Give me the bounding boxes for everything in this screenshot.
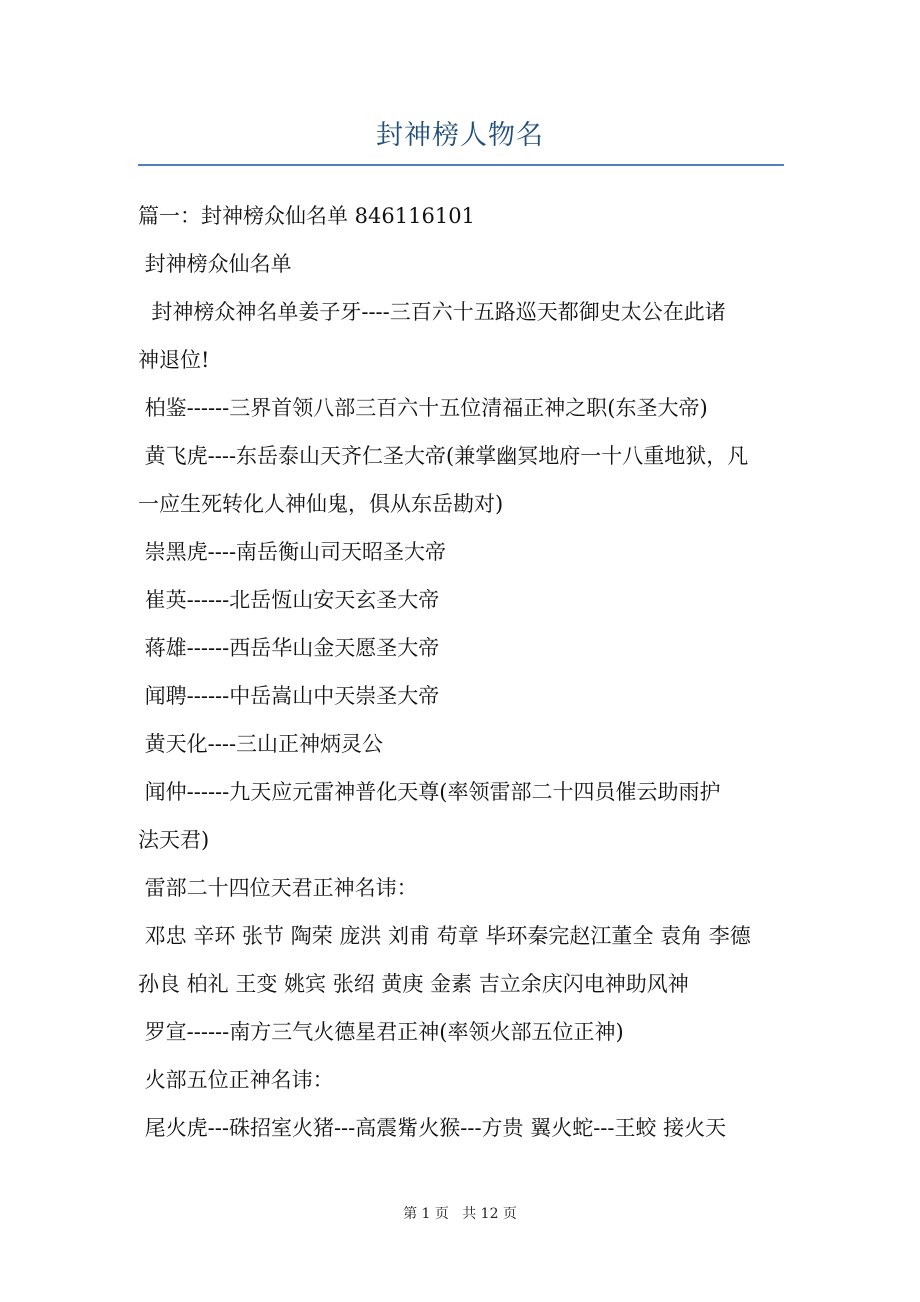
paragraph: 崇黑虎----南岳衡山司天昭圣大帝 [138, 540, 447, 564]
paragraph: 黄天化----三山正神炳灵公 [138, 732, 384, 756]
paragraph: 篇一：封神榜众仙名单 846116101 [138, 204, 475, 228]
paragraph: 崔英------北岳恆山安天玄圣大帝 [138, 588, 440, 612]
paragraph: 罗宣------南方三气火德星君正神(率领火部五位正神) [138, 1020, 624, 1044]
paragraph: 黄飞虎----东岳泰山天齐仁圣大帝(兼掌幽冥地府一十八重地狱，凡 [138, 444, 749, 468]
paragraph: 神退位! [138, 348, 210, 372]
paragraph: 一应生死转化人神仙鬼，俱从东岳勘对) [138, 492, 504, 516]
paragraph: 火部五位正神名讳： [138, 1068, 334, 1092]
paragraph: 封神榜众神名单姜子牙----三百六十五路巡天都御史太公在此诸 [138, 300, 726, 324]
page-title: 封神榜人物名 [376, 120, 544, 151]
paragraph: 蒋雄------西岳华山金天愿圣大帝 [138, 636, 440, 660]
paragraph: 法天君) [138, 828, 210, 852]
title-divider [138, 164, 784, 166]
paragraph: 邓忠 辛环 张节 陶荣 庞洪 刘甫 苟章 毕环秦完赵江董全 袁角 李德 [138, 924, 751, 948]
paragraph: 闻仲------九天应元雷神普化天尊(率领雷部二十四员催云助雨护 [138, 780, 721, 804]
paragraph: 柏鉴------三界首领八部三百六十五位清福正神之职(东圣大帝) [138, 396, 708, 420]
paragraph: 雷部二十四位天君正神名讳： [138, 876, 418, 900]
paragraph: 尾火虎---硃招室火猪---高震觜火猴---方贵 翼火蛇---王蛟 接火天 [138, 1116, 727, 1140]
paragraph: 闻聘------中岳嵩山中天崇圣大帝 [138, 684, 440, 708]
paragraph: 孙良 柏礼 王变 姚宾 张绍 黄庚 金素 吉立余庆闪电神助风神 [138, 972, 689, 996]
document-body [138, 192, 788, 1152]
page-footer: 第 1 页 共 12 页 [403, 1206, 517, 1222]
paragraph: 封神榜众仙名单 [138, 252, 292, 276]
